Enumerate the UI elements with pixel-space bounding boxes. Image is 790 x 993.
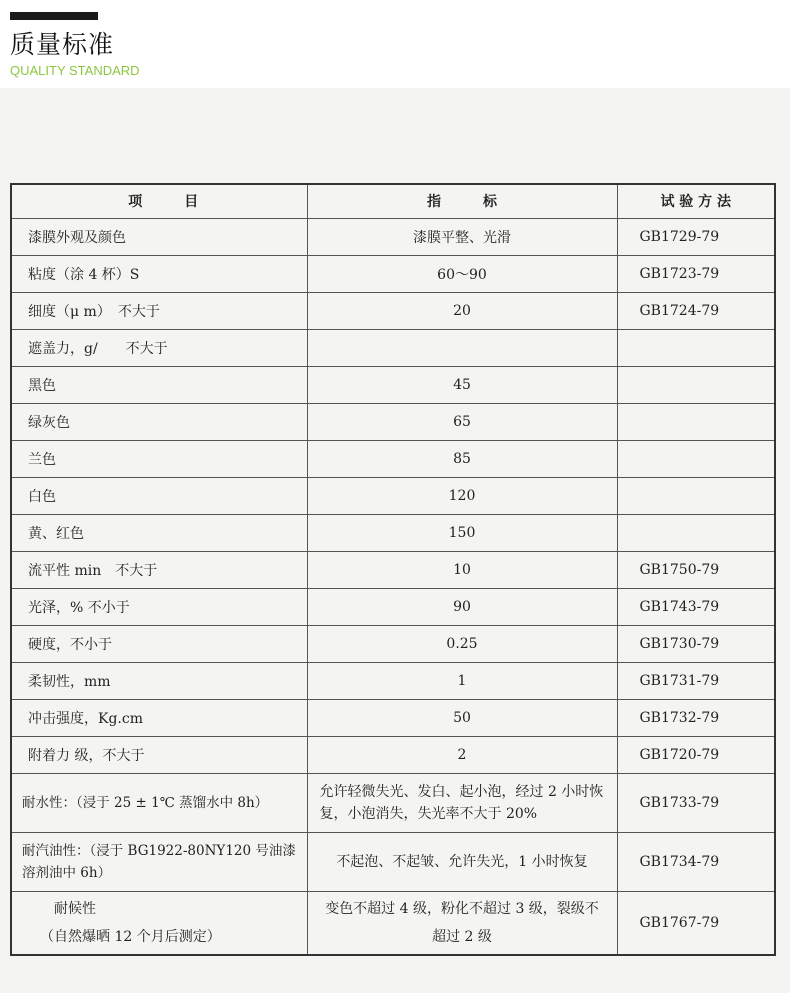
row-item: 黑色 — [11, 366, 307, 403]
row-method: GB1750-79 — [617, 551, 775, 588]
row-method: GB1720-79 — [617, 736, 775, 773]
row-method: GB1723-79 — [617, 255, 775, 292]
row-value — [307, 329, 617, 366]
row-method — [617, 440, 775, 477]
row-value: 20 — [307, 292, 617, 329]
row-method: GB1724-79 — [617, 292, 775, 329]
table-row — [11, 773, 775, 832]
row-item: 白色 — [11, 477, 307, 514]
table-row — [11, 551, 775, 588]
row-value: 漆膜平整、光滑 — [307, 218, 617, 255]
row-item: 附着力 级，不大于 — [11, 736, 307, 773]
row-item: 遮盖力，g/ 不大于 — [11, 329, 307, 366]
row-item-line2: （自然爆晒 12 个月后测定） — [40, 928, 221, 945]
column-header-value: 指 标 — [307, 184, 617, 218]
row-item: 绿灰色 — [11, 403, 307, 440]
table-row — [11, 477, 775, 514]
header-accent-bar — [10, 12, 98, 20]
row-value: 90 — [307, 588, 617, 625]
row-item — [11, 891, 307, 955]
row-method: GB1743-79 — [617, 588, 775, 625]
table-row — [11, 218, 775, 255]
row-value: 不起泡、不起皱、允许失光，1 小时恢复 — [307, 832, 617, 891]
row-value: 45 — [307, 366, 617, 403]
row-value: 60～90 — [307, 255, 617, 292]
row-method: GB1730-79 — [617, 625, 775, 662]
row-value: 150 — [307, 514, 617, 551]
row-method: GB1734-79 — [617, 832, 775, 891]
row-method: GB1729-79 — [617, 218, 775, 255]
row-method — [617, 329, 775, 366]
row-item-line1: 耐候性 — [54, 900, 96, 917]
row-item: 黄、红色 — [11, 514, 307, 551]
row-value: 65 — [307, 403, 617, 440]
row-value: 0.25 — [307, 625, 617, 662]
row-method — [617, 514, 775, 551]
row-item: 兰色 — [11, 440, 307, 477]
table-row — [11, 366, 775, 403]
row-value: 120 — [307, 477, 617, 514]
row-method: GB1732-79 — [617, 699, 775, 736]
row-value: 变色不超过 4 级，粉化不超过 3 级，裂级不超过 2 级 — [307, 891, 617, 955]
section-subtitle: QUALITY STANDARD — [10, 63, 140, 78]
table-row — [11, 255, 775, 292]
row-item: 耐汽油性：（浸于 BG1922-80NY120 号油漆溶剂油中 6h） — [11, 832, 307, 891]
row-method: GB1767-79 — [617, 891, 775, 955]
table-row — [11, 440, 775, 477]
column-header-method: 试 验 方 法 — [617, 184, 775, 218]
row-value: 85 — [307, 440, 617, 477]
table-row — [11, 891, 775, 955]
table-header-row — [11, 184, 775, 218]
quality-standard-table — [10, 183, 776, 956]
table-row — [11, 662, 775, 699]
table-row — [11, 588, 775, 625]
column-header-item: 项 目 — [11, 184, 307, 218]
row-method — [617, 477, 775, 514]
table-row — [11, 403, 775, 440]
row-item: 冲击强度，Kg.cm — [11, 699, 307, 736]
row-value: 50 — [307, 699, 617, 736]
row-item: 粘度（涂 4 杯）S — [11, 255, 307, 292]
row-value: 2 — [307, 736, 617, 773]
row-value: 允许轻微失光、发白、起小泡，经过 2 小时恢复，小泡消失，失光率不大于 20% — [307, 773, 617, 832]
row-item: 柔韧性，mm — [11, 662, 307, 699]
row-method: GB1733-79 — [617, 773, 775, 832]
table-row — [11, 514, 775, 551]
row-method — [617, 403, 775, 440]
row-item: 耐水性：（浸于 25 ± 1℃ 蒸馏水中 8h） — [11, 773, 307, 832]
table-row — [11, 329, 775, 366]
table-row — [11, 832, 775, 891]
row-value: 1 — [307, 662, 617, 699]
section-title: 质量标准 — [10, 30, 115, 59]
table-row — [11, 699, 775, 736]
row-method — [617, 366, 775, 403]
row-item: 流平性 min 不大于 — [11, 551, 307, 588]
row-item: 细度（μ m） 不大于 — [11, 292, 307, 329]
table-row — [11, 625, 775, 662]
table-row — [11, 292, 775, 329]
section-header — [0, 0, 790, 88]
row-item: 漆膜外观及颜色 — [11, 218, 307, 255]
table-row — [11, 736, 775, 773]
row-method: GB1731-79 — [617, 662, 775, 699]
row-item: 硬度，不小于 — [11, 625, 307, 662]
row-item: 光泽，% 不小于 — [11, 588, 307, 625]
row-value: 10 — [307, 551, 617, 588]
